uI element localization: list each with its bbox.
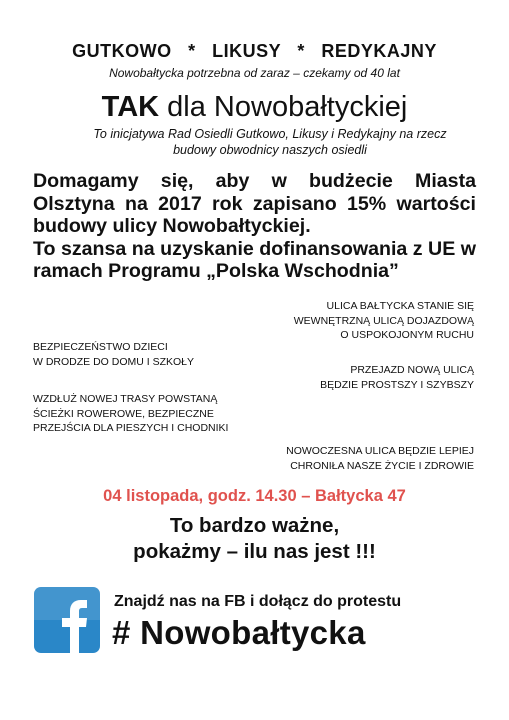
hashtag: # Nowobałtycka [112,614,366,651]
cta-line: pokażmy – ilu nas jest !!! [133,540,376,563]
benefit-line: WZDŁUŻ NOWEJ TRASY POWSTANĄ [33,393,218,405]
benefit-sciezki [33,392,273,436]
facebook-invite: Znajdź nas na FB i dołącz do protestu [114,593,402,610]
benefit-line: ŚCIEŻKI ROWEROWE, BEZPIECZNE [33,407,214,420]
cta-line: To bardzo ważne, [169,514,340,537]
demand-block [33,170,476,283]
benefit-line: PRZEJAZD NOWĄ ULICĄ [350,364,474,376]
facebook-icon [34,587,100,653]
call-to-action [0,513,509,565]
place-likusy: LIKUSY [212,41,281,61]
headline [0,91,509,124]
headline-tak: TAK [101,91,160,123]
benefit-line: WEWNĘTRZNĄ ULICĄ DOJAZDOWĄ [293,314,474,327]
benefit-line: BĘDZIE PROSTSZY I SZYBSZY [320,378,474,391]
benefit-przejazd [260,363,474,392]
benefit-line: NOWOCZESNA ULICA BĘDZIE LEPIEJ [286,445,474,457]
benefit-line: W DRODZE DO DOMU I SZKOŁY [33,355,195,368]
benefit-line: BEZPIECZEŃSTWO DZIECI [33,341,168,353]
benefit-ulica-baltycka [250,299,474,343]
benefit-line: O USPOKOJONYM RUCHU [340,329,474,341]
place-gutkowo: GUTKOWO [72,41,172,61]
benefit-line: PRZEJŚCIA DLA PIESZYCH I CHODNIKI [33,422,229,434]
initiative-text: To inicjatywa Rad Osiedli Gutkowo, Likusy i Redykajny na rzecz budowy obwodnicy naszych osiedli [93,127,447,157]
header-places [0,41,509,62]
separator-2: * [297,41,305,61]
place-redykajny: REDYKAJNY [321,41,437,61]
benefit-line: ULICA BAŁTYCKA STANIE SIĘ [326,300,474,312]
benefit-line: CHRONIŁA NASZE ŻYCIE I ZDROWIE [290,459,474,472]
separator-1: * [188,41,196,61]
benefit-nowoczesna-ulica [240,444,474,473]
tagline: Nowobałtycka potrzebna od zaraz – czekamy od 40 lat [109,66,400,80]
benefit-bezpieczenstwo [33,340,253,369]
event-date-place: 04 listopada, godz. 14.30 – Bałtycka 47 [103,487,406,505]
headline-rest: dla Nowobałtyckiej [159,91,408,123]
funding-paragraph: To szansa na uzyskanie dofinansowania z UE w ramach Programu „Polska Wschodnia” [33,237,476,282]
demand-paragraph: Domagamy się, aby w budżecie Miasta Olsztyna na 2017 rok zapisano 15% wartości budowy ulicy Nowobałtyckiej. [33,170,476,237]
